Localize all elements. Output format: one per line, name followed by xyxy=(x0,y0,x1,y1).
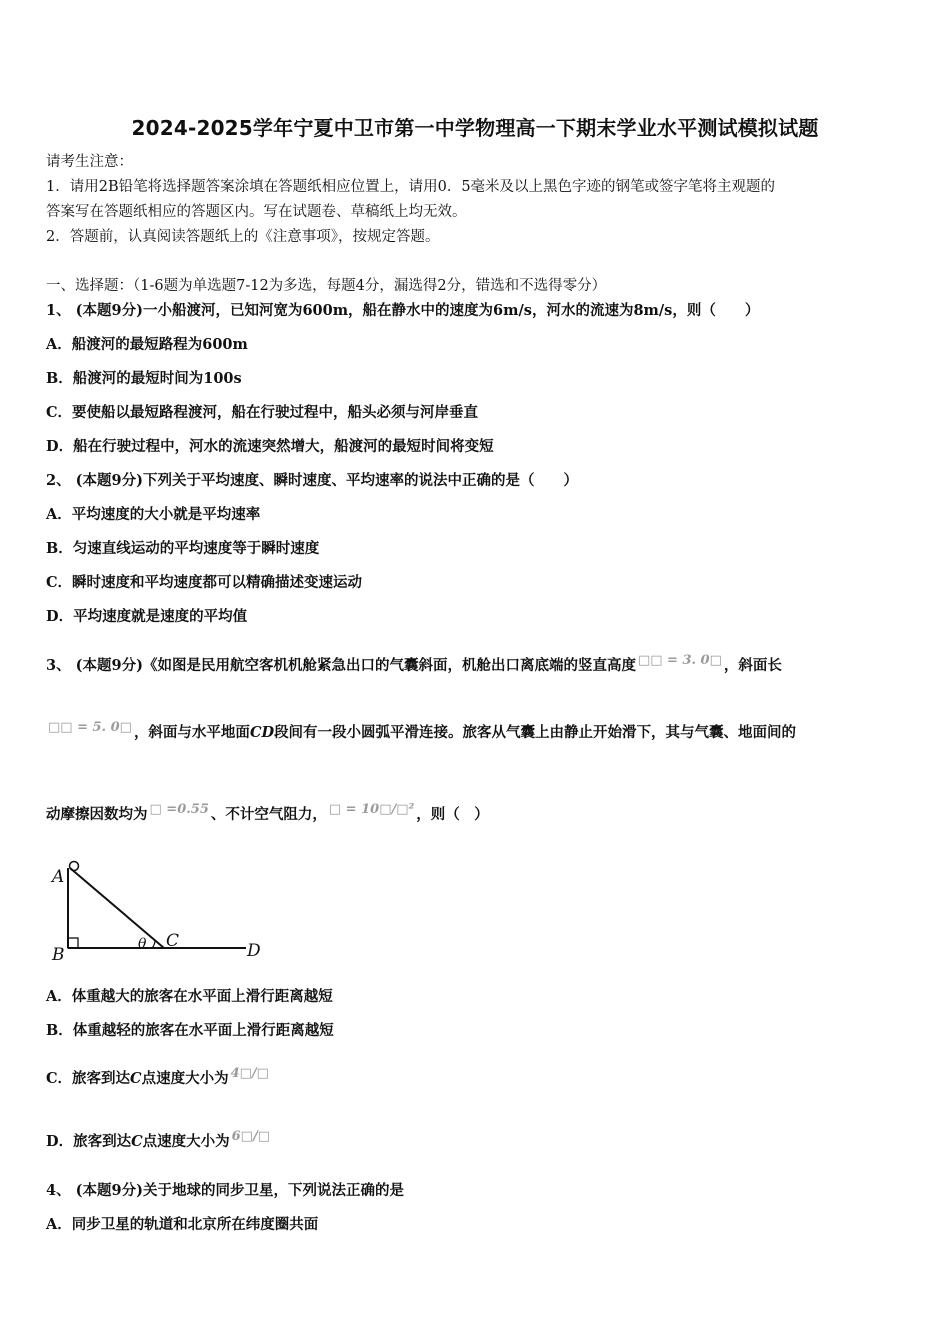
question-4-option-a: A．同步卫星的轨道和北京所在纬度圈共面 xyxy=(46,1216,319,1233)
notice-item-1-line-1: 1．请用2B铅笔将选择题答案涂填在答题纸相应位置上，请用0．5毫米及以上黑色字迹的钢笔或签字笔将主观题的 xyxy=(46,179,776,195)
question-3-option-c-point: C xyxy=(130,1070,142,1087)
notice-heading: 请考生注意： xyxy=(46,154,133,170)
exit-point-marker xyxy=(70,862,79,871)
formula-speed-c: 4□/□ xyxy=(230,1066,269,1081)
question-2-option-b: B．匀速直线运动的平均速度等于瞬时速度 xyxy=(46,540,320,557)
formula-height: □□ = 3. 0□ xyxy=(637,653,722,668)
question-3-text-2-post: 段间有一段小圆弧平滑连接。旅客从气囊上由静止开始滑下，其与气囊、地面间的 xyxy=(274,724,797,741)
question-3-line-2 xyxy=(46,720,797,743)
question-1-option-a: A．船渡河的最短路程为600m xyxy=(46,336,248,353)
question-3-option-c-pre: C．旅客到达 xyxy=(46,1070,131,1087)
angle-arc xyxy=(152,940,155,948)
question-3-option-d-post: 点速度大小为 xyxy=(142,1133,230,1150)
question-1-option-d: D．船在行驶过程中，河水的流速突然增大，船渡河的最短时间将变短 xyxy=(46,438,494,455)
question-3-line-1 xyxy=(46,653,782,676)
question-2-option-d: D．平均速度就是速度的平均值 xyxy=(46,608,248,625)
page-title: 2024-2025学年宁夏中卫市第一中学物理高一下期末学业水平测试模拟试题 xyxy=(131,116,819,140)
question-4-stem: 4、 (本题9分)关于地球的同步卫星，下列说法正确的是 xyxy=(46,1182,404,1199)
question-3-line-3 xyxy=(46,802,489,825)
question-3-text-1-tail: ，斜面长 xyxy=(723,657,782,674)
point-b-label: B xyxy=(52,945,65,965)
segment-cd-label: CD xyxy=(249,724,275,741)
formula-length: □□ = 5. 0□ xyxy=(48,720,132,735)
incline-figure xyxy=(46,856,276,968)
question-3-option-b: B．体重越轻的旅客在水平面上滑行距离越短 xyxy=(46,1022,334,1039)
formula-speed-d: 6□/□ xyxy=(231,1129,270,1144)
notice-item-2: 2．答题前，认真阅读答题纸上的《注意事项》，按规定答题。 xyxy=(46,229,440,245)
question-3-text-3-tail: ，则（ ） xyxy=(416,806,489,823)
question-3-option-a: A．体重越大的旅客在水平面上滑行距离越短 xyxy=(46,988,333,1005)
section-heading: 一、选择题：（1-6题为单选题7-12为多选，每题4分，漏选得2分，错选和不选得零分） xyxy=(46,278,607,294)
question-1-option-b: B．船渡河的最短时间为100s xyxy=(46,370,242,387)
point-a-label: A xyxy=(52,867,65,887)
question-3-option-d-point: C xyxy=(131,1133,143,1150)
notice-item-1-line-2: 答案写在答题纸相应的答题区内。写在试题卷、草稿纸上均无效。 xyxy=(46,204,467,220)
question-1-stem: 1、 (本题9分)一小船渡河，已知河宽为600m，船在静水中的速度为6m/s，河水的流速为8m/s，则（ ） xyxy=(46,302,760,319)
question-2-option-a: A．平均速度的大小就是平均速率 xyxy=(46,506,261,523)
slope-line-ac xyxy=(70,868,164,948)
point-d-label: D xyxy=(247,941,261,961)
formula-friction: □ =0.55 xyxy=(149,802,209,817)
question-3-text-3-pre: 动摩擦因数均为 xyxy=(46,806,148,823)
right-angle-marker xyxy=(68,938,78,948)
question-3-text-1: 3、 (本题9分)《如图是民用航空客机机舱紧急出口的气囊斜面，机舱出口离底端的竖直高度 xyxy=(46,657,636,674)
angle-theta-label: θ xyxy=(138,936,147,952)
question-3-option-c-post: 点速度大小为 xyxy=(141,1070,229,1087)
question-3-option-d-pre: D．旅客到达 xyxy=(46,1133,132,1150)
question-1-option-c: C．要使船以最短路程渡河，船在行驶过程中，船头必须与河岸垂直 xyxy=(46,404,479,421)
question-3-text-3-mid: 、不计空气阻力， xyxy=(210,806,327,823)
question-2-option-c: C．瞬时速度和平均速度都可以精确描述变速运动 xyxy=(46,574,363,591)
question-3-option-d xyxy=(46,1129,272,1152)
formula-gravity: □ = 10□/□² xyxy=(328,802,415,817)
question-3-option-c xyxy=(46,1066,271,1089)
point-c-label: C xyxy=(166,931,180,951)
question-3-text-2-pre: ，斜面与水平地面 xyxy=(133,724,250,741)
question-2-stem: 2、 (本题9分)下列关于平均速度、瞬时速度、平均速率的说法中正确的是（ ） xyxy=(46,472,578,489)
